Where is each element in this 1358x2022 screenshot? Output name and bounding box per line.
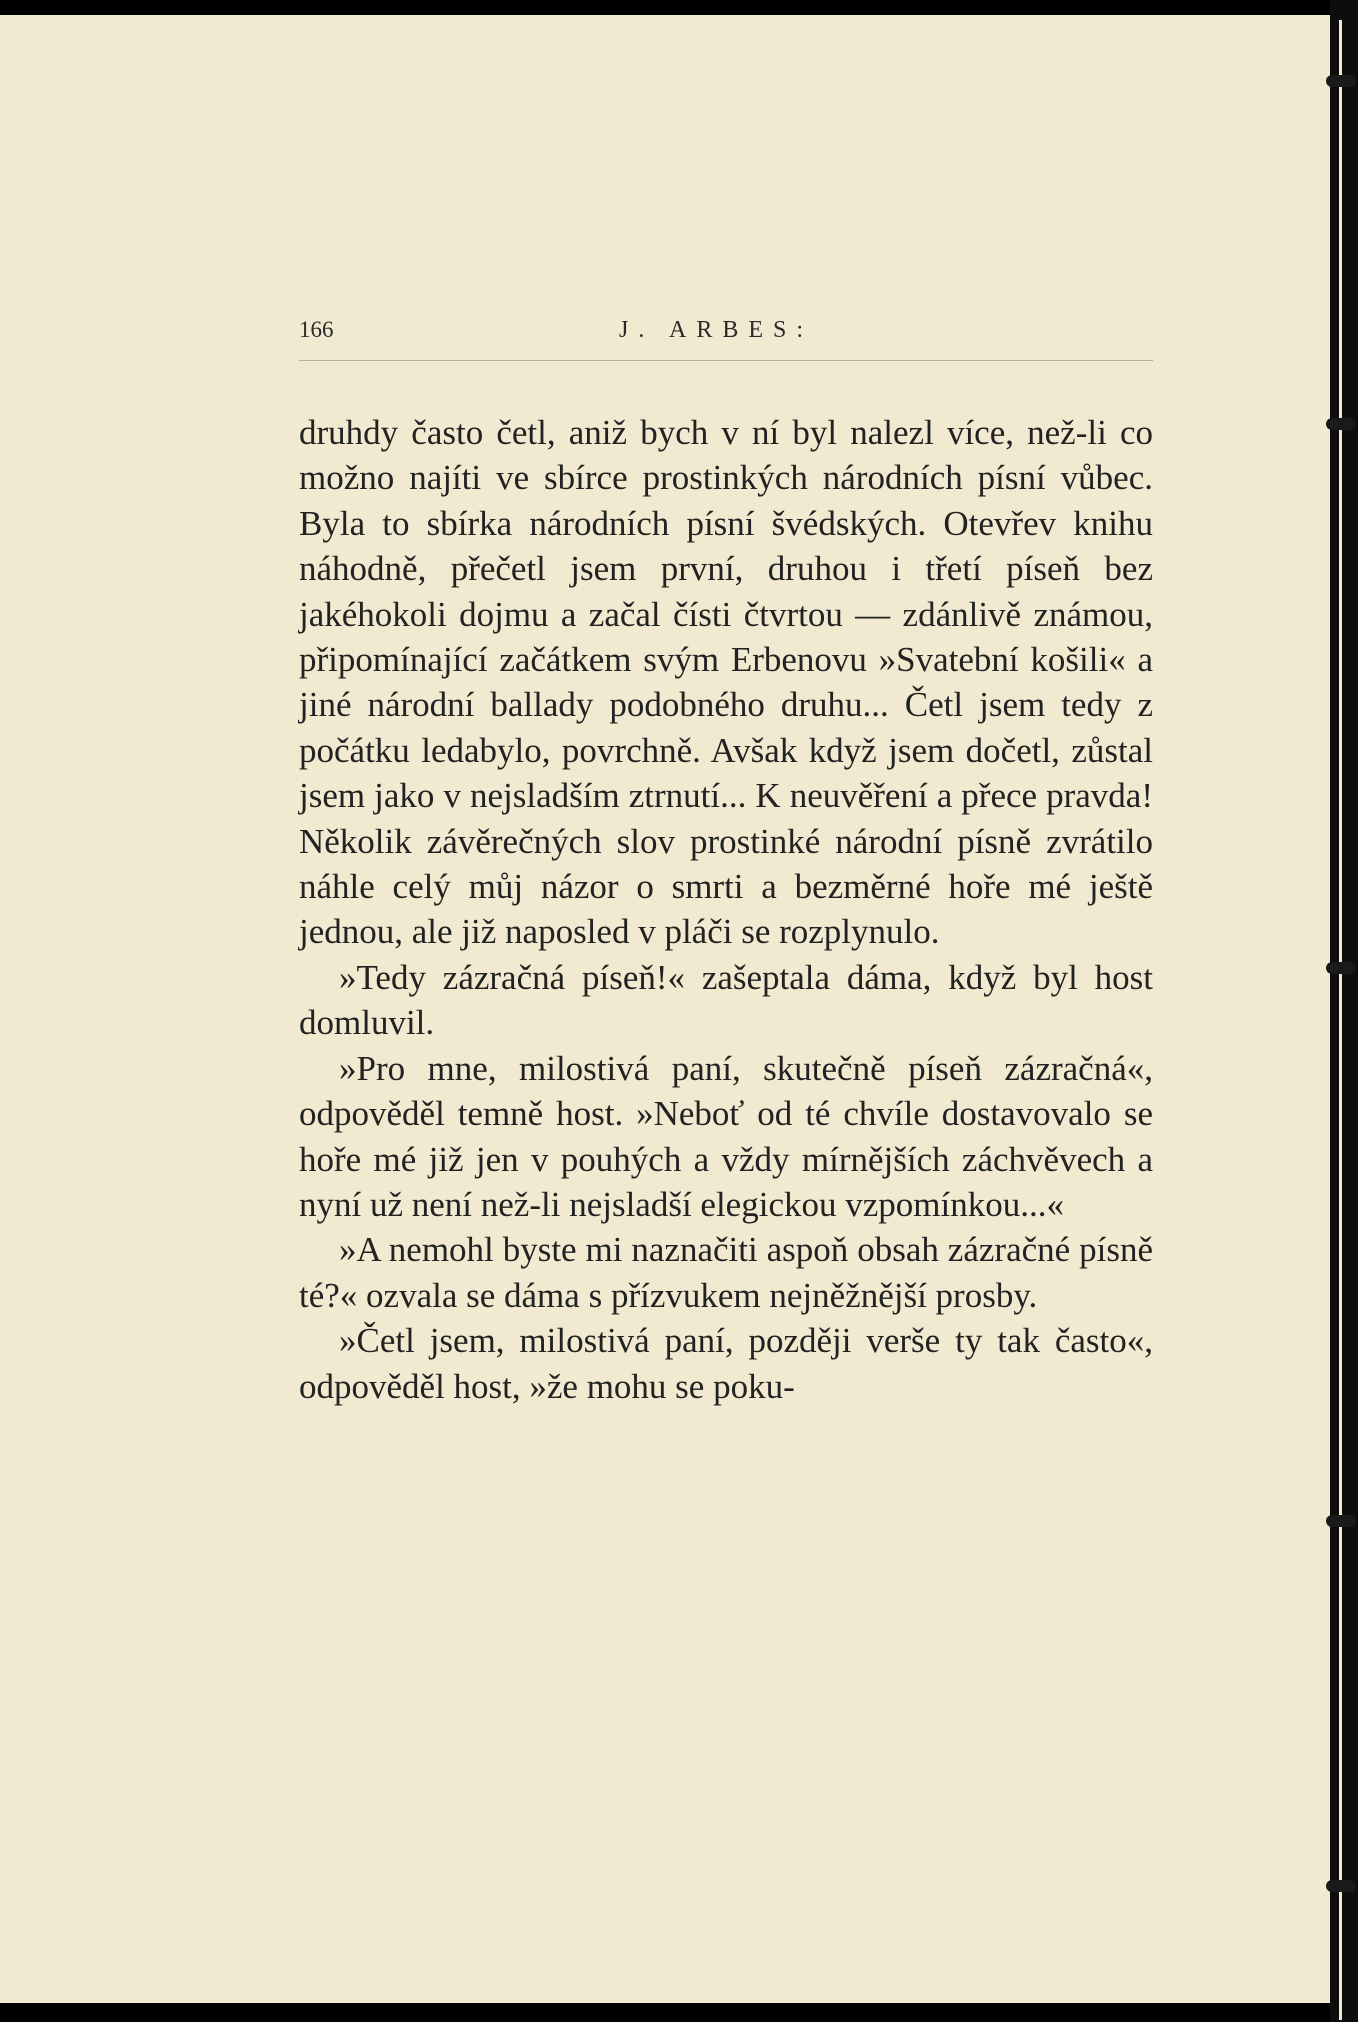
paragraph: »A nemohl byste mi naznačiti aspoň obsah zázračné písně té?« ozvala se dáma s přízvukem nejněžnější prosby.	[299, 1230, 1153, 1315]
running-head: J. ARBES:	[619, 317, 814, 343]
edge-mark	[1326, 75, 1356, 87]
paragraph: »Četl jsem, milostivá paní, později verše ty tak často«, odpověděl host, »že mohu se poku-	[299, 1321, 1153, 1406]
edge-mark	[1326, 418, 1356, 430]
paragraph: »Tedy zázračná píseň!« zašeptala dáma, když byl host domluvil.	[299, 957, 1153, 1043]
edge-mark	[1326, 1515, 1356, 1527]
body-text	[299, 410, 1153, 1409]
edge-mark	[1326, 962, 1356, 974]
edge-mark	[1326, 1880, 1356, 1892]
page-edge-line	[1339, 20, 1342, 2020]
page-number: 166	[299, 317, 334, 342]
header-rule	[299, 360, 1153, 361]
paragraph: »Pro mne, milostivá paní, skutečně píseň zázračná«, odpověděl temně host. »Neboť od té chvíle dostavovalo se hoře mé již jen v pouhých a vždy mírnějších záchvěvech a nyní už není než-li nejsladší elegickou vzpomínkou...«	[299, 1048, 1153, 1224]
page-header	[299, 317, 1153, 357]
page-gutter	[1330, 0, 1358, 2022]
paragraph: druhdy často četl, aniž bych v ní byl nalezl více, než-li co možno najíti ve sbírce prostinkých národních písní vůbec. Byla to sbírka národních písní švédských. Otevřev knihu náhodně, přečetl jsem první, druhou i třetí píseň bez jakéhokoli dojmu a začal čísti čtvrtou — zdánlivě známou, připomínající začátkem svým Erbenovu »Svatební košili« a jiné národní ballady podobného druhu... Četl jsem tedy z počátku ledabylo, povrchně. Avšak když jsem dočetl, zůstal jsem jako v nejsladším ztrnutí... K neuvěření a přece pravda! Několik závěrečných slov prostinké národní písně zvrátilo náhle celý můj názor o smrti a bezměrné hoře mé ještě jednou, ale již naposled v pláči se rozplynulo.	[299, 413, 1153, 952]
